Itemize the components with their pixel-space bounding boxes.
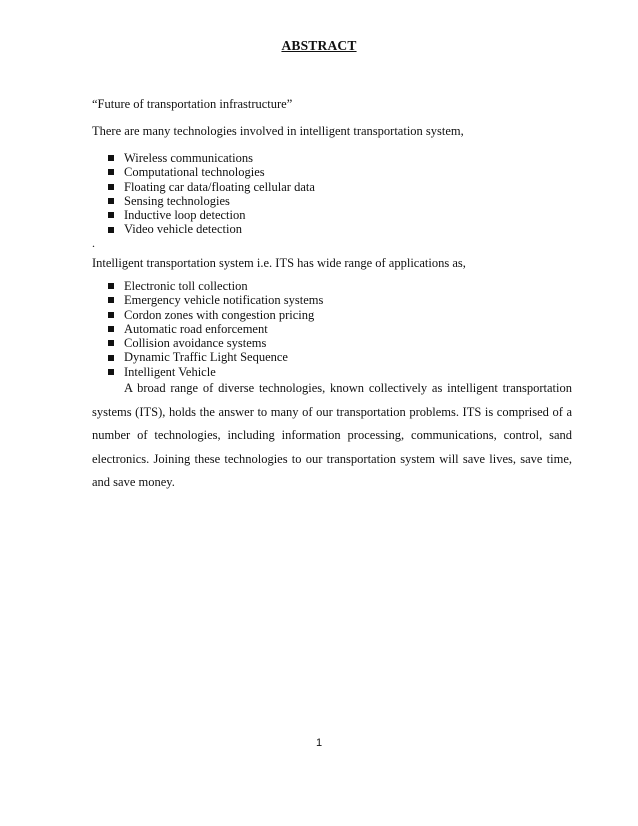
list-item <box>108 194 315 208</box>
list-item <box>108 308 323 322</box>
technologies-intro: There are many technologies involved in intelligent transportation system, <box>92 124 464 138</box>
list-item <box>108 336 323 350</box>
list-item <box>108 279 323 293</box>
square-bullet-icon <box>108 184 114 190</box>
square-bullet-icon <box>108 312 114 318</box>
list-item-text: Collision avoidance systems <box>124 336 267 351</box>
list-item-text: Inductive loop detection <box>124 208 246 223</box>
list-item-text: Wireless communications <box>124 151 253 165</box>
square-bullet-icon <box>108 155 114 161</box>
square-bullet-icon <box>108 283 114 289</box>
square-bullet-icon <box>108 198 114 204</box>
list-item <box>108 208 315 222</box>
technologies-list <box>108 151 315 237</box>
square-bullet-icon <box>108 326 114 332</box>
list-item <box>108 322 323 336</box>
page-number: 1 <box>315 737 323 749</box>
list-item <box>108 222 315 236</box>
applications-intro: Intelligent transportation system i.e. ITS has wide range of applications as, <box>92 256 466 270</box>
square-bullet-icon <box>108 355 114 361</box>
list-item-text: Dynamic Traffic Light Sequence <box>124 350 288 365</box>
list-item <box>108 180 315 194</box>
list-item <box>108 293 323 307</box>
square-bullet-icon <box>108 169 114 175</box>
applications-list <box>108 279 323 379</box>
square-bullet-icon <box>108 340 114 346</box>
list-item-text: Emergency vehicle notification systems <box>124 293 324 308</box>
list-item <box>108 151 315 165</box>
summary-paragraph: A broad range of diverse technologies, known collectively as intelligent transportation systems (ITS), holds the answer to many of our transportation problems. ITS is comprised of a number of technologies, including information processing, communications, control, sand electronics. Joining these technologies to our transportation system will save lives, save time, and save money. <box>92 381 572 489</box>
square-bullet-icon <box>108 212 114 218</box>
list-item <box>108 350 323 364</box>
abstract-title: ABSTRACT <box>281 38 357 53</box>
abstract-subtitle: “Future of transportation infrastructure” <box>92 97 293 111</box>
separator-dot: . <box>92 236 95 250</box>
list-item-text: Cordon zones with congestion pricing <box>124 307 315 322</box>
list-item-text: Video vehicle detection <box>124 222 242 237</box>
list-item-text: Electronic toll collection <box>124 279 248 293</box>
square-bullet-icon <box>108 369 114 375</box>
square-bullet-icon <box>108 297 114 303</box>
list-item-text: Sensing technologies <box>124 193 230 208</box>
list-item-text: Floating car data/floating cellular data <box>124 179 315 194</box>
square-bullet-icon <box>108 227 114 233</box>
list-item-text: Automatic road enforcement <box>124 321 268 336</box>
list-item-text: Intelligent Vehicle <box>124 364 216 379</box>
list-item <box>108 165 315 179</box>
list-item-text: Computational technologies <box>124 165 265 180</box>
